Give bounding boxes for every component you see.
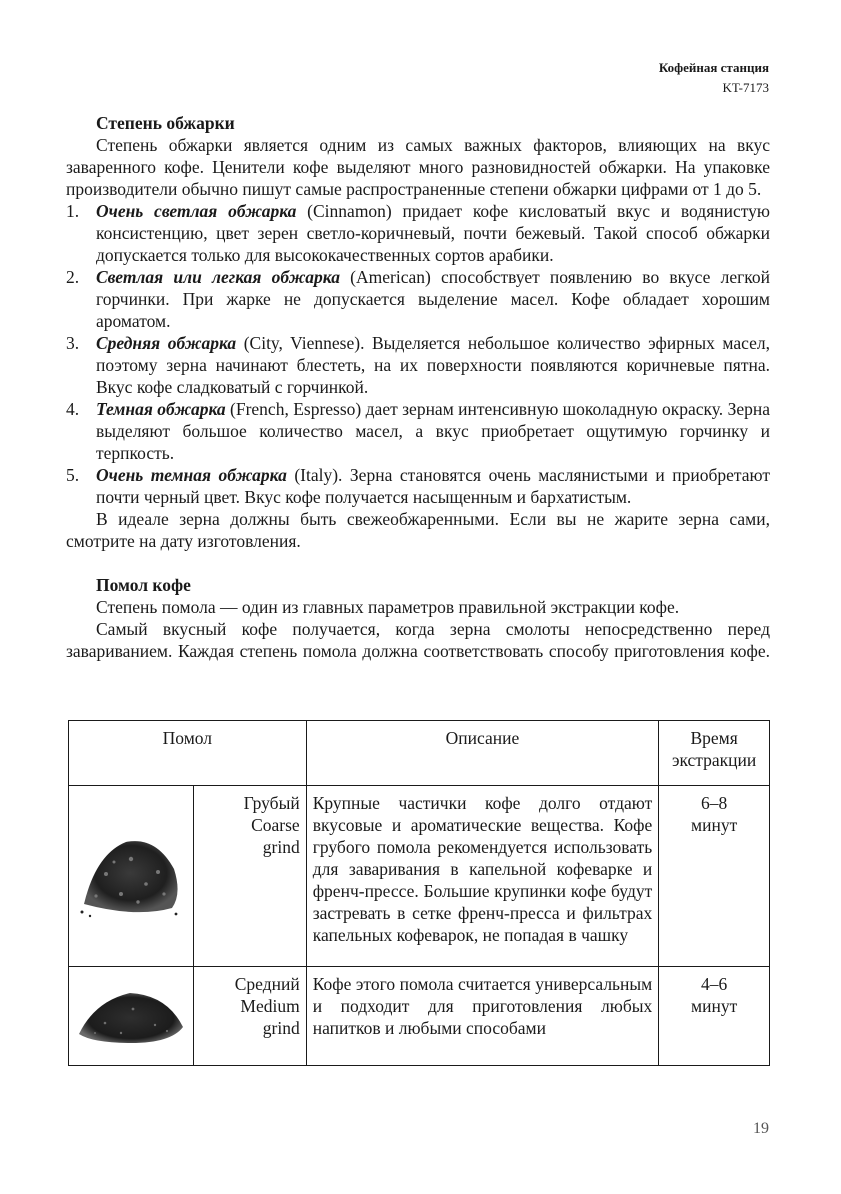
roast-outro: В идеале зерна должны быть свежеобжаренными. Если вы не жарите зерна сами, смотрите на дату изготовления. [66, 509, 770, 551]
list-item [66, 200, 770, 266]
header-time [659, 721, 770, 786]
list-number: 5. [66, 465, 80, 485]
header-grind: Помол [69, 721, 307, 786]
grind-name-en: Coarse [251, 815, 300, 835]
list-term: Темная обжарка [96, 399, 226, 419]
header-description: Описание [306, 721, 659, 786]
grind-heading: Помол кофе [96, 575, 191, 595]
coarse-grind-time [659, 786, 770, 967]
table-header-row [69, 721, 770, 786]
list-number: 2. [66, 267, 80, 287]
coarse-grind-image-icon [76, 824, 186, 924]
page-header [659, 58, 769, 98]
list-text: (French, Espresso) дает зернам интенсивную шоколадную окраску. Зерна выделяют большое количество масел, а вкус приобретает ощутимую горчинку и терпкость. [96, 399, 770, 463]
table-row [69, 786, 770, 967]
list-text: (Italy). Зерна становятся очень маслянистыми и приобретают почти черный цвет. Вкус кофе получается насыщенным и бархатистым. [96, 465, 771, 507]
roast-heading: Степень обжарки [96, 113, 235, 133]
list-text: (City, Viennese). Выделяется небольшое количество эфирных масел, поэтому зерна начинают блестеть, на их поверхности появляются коричневые пятна. Вкус кофе сладковатый с горчинкой. [96, 333, 770, 397]
list-term: Средняя обжарка [96, 333, 237, 353]
roast-intro: Степень обжарки является одним из самых важных факторов, влияющих на вкус заваренного кофе. Ценители кофе выделяют много разновидностей обжарки. На упаковке производители обычно пишут самые распространенные степени обжарки цифрами от 1 до 5. [66, 135, 770, 199]
header-time-line1: Время [690, 728, 738, 748]
list-item [66, 266, 770, 332]
medium-grind-image [69, 967, 194, 1066]
list-text: (Cinnamon) придает кофе кисловатый вкус и водянистую консистенцию, цвет зерен светло-коричневый, почти бежевый. Такой способ обжарки допускается только для высококачественных сортов арабики. [96, 201, 770, 265]
list-item [66, 332, 770, 398]
list-term: Очень светлая обжарка [96, 201, 297, 221]
time-range: 6–8 [701, 793, 728, 813]
grind-name-en2: grind [262, 837, 300, 857]
coarse-grind-image [69, 786, 194, 967]
coarse-grind-name [193, 786, 306, 967]
medium-grind-image-icon [75, 979, 187, 1049]
medium-grind-description: Кофе этого помола считается универсальным и подходит для приготовления любых напитков и любыми способами [306, 967, 659, 1066]
time-unit: минут [691, 996, 738, 1016]
grind-name-ru: Средний [234, 974, 300, 994]
section-gap [66, 552, 770, 574]
header-model: KT-7173 [722, 80, 769, 95]
grind-name-en2: grind [262, 1018, 300, 1038]
roast-list [66, 200, 770, 508]
list-item [66, 398, 770, 464]
list-term: Светлая или легкая обжарка [96, 267, 340, 287]
grind-name-ru: Грубый [243, 793, 300, 813]
list-term: Очень темная обжарка [96, 465, 287, 485]
header-brand: Кофейная станция [658, 60, 769, 75]
time-range: 4–6 [701, 974, 728, 994]
time-unit: минут [691, 815, 738, 835]
grind-name-en: Medium [240, 996, 300, 1016]
medium-grind-time [659, 967, 770, 1066]
list-item [66, 464, 770, 508]
header-time-line2: экстракции [671, 750, 757, 770]
table-row [69, 967, 770, 1066]
medium-grind-name [193, 967, 306, 1066]
grind-paragraph-1: Степень помола — один из главных параметров правильной экстракции кофе. [96, 597, 680, 617]
list-number: 1. [66, 201, 80, 221]
grind-paragraph-2: Самый вкусный кофе получается, когда зерна смолоты непосредственно перед завариванием. Каждая степень помола должна соответствовать способу приготовления кофе. [66, 619, 770, 661]
coarse-grind-description: Крупные частички кофе долго отдают вкусовые и ароматические вещества. Кофе грубого помола рекомендуется использовать для заваривания в капельной кофеварке и френч-прессе. Большие крупинки кофе будут застревать в сетке френч-пресса и фильтрах капельных кофеварок, не попадая в чашку [306, 786, 659, 967]
list-text: (American) способствует появлению во вкусе легкой горчинки. При жарке не допускается выделение масел. Кофе обладает хорошим ароматом. [96, 267, 770, 331]
grind-table [68, 720, 770, 1066]
list-number: 3. [66, 333, 80, 353]
main-content [66, 112, 770, 662]
page-number: 19 [753, 1120, 769, 1137]
list-number: 4. [66, 399, 80, 419]
